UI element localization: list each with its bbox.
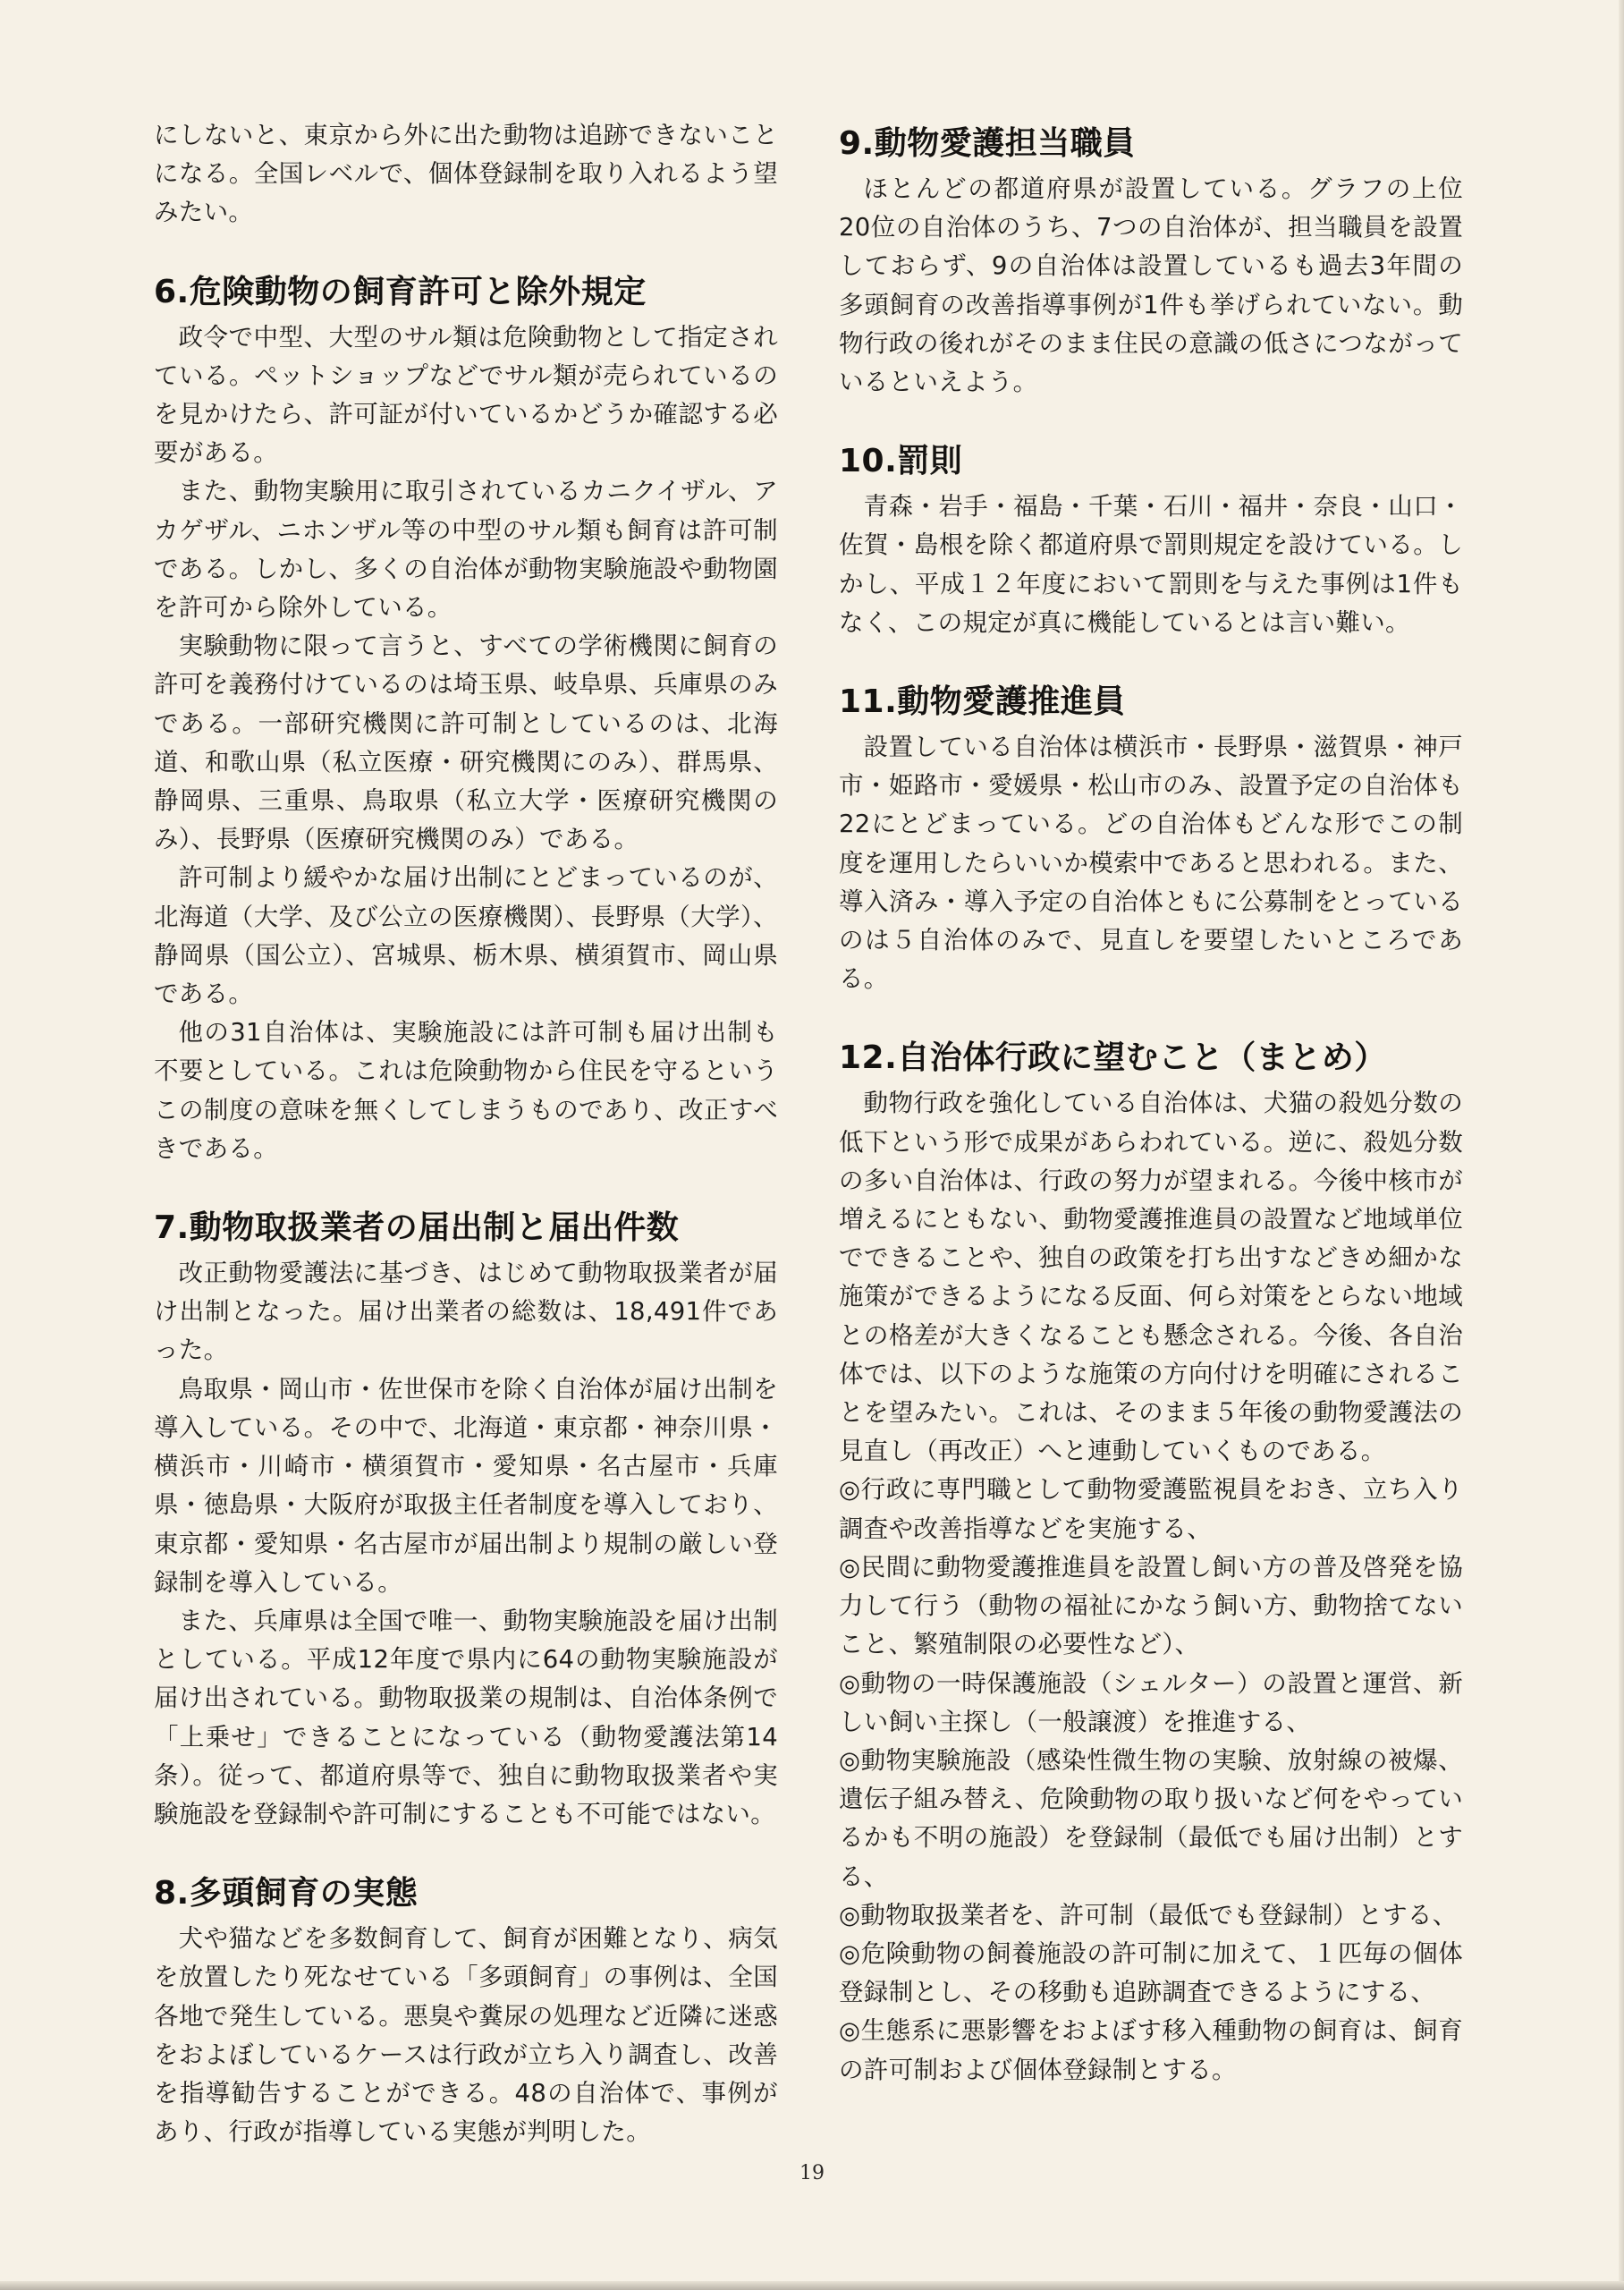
section-8-paragraph: 犬や猫などを多数飼育して、飼育が困難となり、病気を放置したり死なせている「多頭飼育」の事例は、全国各地で発生している。悪臭や糞尿の処理など近隣に迷惑をおよぼしているケースは行政が立ち入り調査し、改善を指導勧告することができる。48の自治体で、事例があり、行政が指導している実態が判明した。 [154,1924,778,2147]
section-10-paragraph: 青森・岩手・福島・千葉・石川・福井・奈良・山口・佐賀・島根を除く都道府県で罰則規定を設けている。しかし、平成１２年度において罰則を与えた事例は1件もなく、この規定が真に機能しているとは言い難い。 [839,492,1463,637]
recommendation-item: ◎危険動物の飼養施設の許可制に加えて、１匹毎の個体登録制とし、その移動も追跡調査できるようにする、 [839,1938,1463,2007]
section-7-paragraph: 鳥取県・岡山市・佐世保市を除く自治体が届け出制を導入している。その中で、北海道・東京都・神奈川県・横浜市・川崎市・横須賀市・愛知県・名古屋市・兵庫県・徳島県・大阪府が取扱主任者制度を導入しており、東京都・愛知県・名古屋市が届出制より規制の厳しい登録制を導入している。 [154,1374,778,1597]
section-9-paragraph: ほとんどの都道府県が設置している。グラフの上位20位の自治体のうち、7つの自治体が、担当職員を設置しておらず、9の自治体は設置しているも過去3年間の多頭飼育の改善指導事例が1件も挙げられていない。動物行政の後れがそのまま住民の意識の低さにつながっているといえよう。 [839,174,1463,397]
section-6-paragraph: 許可制より緩やかな届け出制にとどまっているのが、北海道（大学、及び公立の医療機関）、長野県（大学）、静岡県（国公立）、宮城県、栃木県、横須賀市、岡山県である。 [154,863,778,1009]
section-9-title: 9.動物愛護担当職員 [839,125,1136,162]
section-12-title: 12.自治体行政に望むこと（まとめ） [839,1039,1387,1077]
right-column [839,122,1463,2090]
section-11 [839,680,1463,998]
recommendation-item: ◎動物取扱業者を、許可制（最低でも登録制）とする、 [839,1900,1458,1930]
page-number: 19 [799,2162,825,2184]
section-7-title: 7.動物取扱業者の届出制と届出件数 [154,1209,680,1247]
section-11-paragraph: 設置している自治体は横浜市・長野県・滋賀県・神戸市・姫路市・愛媛県・松山市のみ、設置予定の自治体も22にとどまっている。どの自治体もどんな形でこの制度を運用したらいいか模索中であると思われる。また、導入済み・導入予定の自治体ともに公募制をとっているのは５自治体のみで、見直しを要望したいところである。 [839,733,1463,994]
section-6-paragraph: 実験動物に限って言うと、すべての学術機関に飼育の許可を義務付けているのは埼玉県、岐阜県、兵庫県のみである。一部研究機関に許可制としているのは、北海道、和歌山県（私立医療・研究機関にのみ）、群馬県、静岡県、三重県、鳥取県（私立大学・医療研究機関のみ）、長野県（医療研究機関のみ）である。 [154,632,778,854]
section-6-paragraph: 他の31自治体は、実験施設には許可制も届け出制も不要としている。これは危険動物から住民を守るというこの制度の意味を無くしてしまうものであり、改正すべきである。 [154,1018,778,1163]
recommendation-item: ◎動物実験施設（感染性微生物の実験、放射線の被爆、遺伝子組み替え、危険動物の取り扱いなど何をやっているかも不明の施設）を登録制（最低でも届け出制）とする、 [839,1745,1463,1891]
recommendation-item: ◎民間に動物愛護推進員を設置し飼い方の普及啓発を協力して行う（動物の福祉にかなう飼い方、動物捨てないこと、繁殖制限の必要性など）、 [839,1552,1463,1659]
section-6-title: 6.危険動物の飼育許可と除外規定 [154,273,647,310]
section-12 [839,1036,1463,2089]
section-7-paragraph: 改正動物愛護法に基づき、はじめて動物取扱業者が届け出制となった。届け出業者の総数は、18,491件であった。 [154,1259,778,1365]
section-11-title: 11.動物愛護推進員 [839,683,1126,721]
intro-paragraph: にしないと、東京から外に出た動物は追跡できないことになる。全国レベルで、個体登録制を取り入れるよう望みたい。 [154,121,778,227]
left-column [154,116,778,2151]
section-12-paragraph: 動物行政を強化している自治体は、犬猫の殺処分数の低下という形で成果があらわれている。逆に、殺処分数の多い自治体は、行政の努力が望まれる。今後中核市が増えるにともない、動物愛護推進員の設置など地域単位でできることや、独自の政策を打ち出すなどきめ細かな施策ができるようになる反面、何ら対策をとらない地域との格差が大きくなることも懸念される。今後、各自治体では、以下のような施策の方向付けを明確にされることを望みたい。これは、そのまま５年後の動物愛護法の見直し（再改正）へと連動していくものである。 [839,1089,1463,1466]
section-10-title: 10.罰則 [839,443,963,480]
section-6 [154,270,778,1168]
recommendation-item: ◎生態系に悪影響をおよぼす移入種動物の飼育は、飼育の許可制および個体登録制とする。 [839,2016,1463,2084]
section-7 [154,1206,778,1834]
section-9 [839,122,1463,402]
recommendation-item: ◎行政に専門職として動物愛護監視員をおき、立ち入り調査や改善指導などを実施する、 [839,1475,1463,1543]
section-8 [154,1871,778,2151]
section-6-paragraph: 政令で中型、大型のサル類は危険動物として指定されている。ペットショップなどでサル類が売られているのを見かけたら、許可証が付いているかどうか確認する必要がある。 [154,322,778,468]
scan-bottom-edge [0,2281,1624,2290]
recommendation-item: ◎動物の一時保護施設（シェルター）の設置と運営、新しい飼い主探し（一般譲渡）を推進する、 [839,1668,1463,1736]
section-7-paragraph: また、兵庫県は全国で唯一、動物実験施設を届け出制としている。平成12年度で県内に64の動物実験施設が届け出されている。動物取扱業の規制は、自治体条例で「上乗せ」できることになっている（動物愛護法第14条）。従って、都道府県等で、独自に動物取扱業者や実験施設を登録制や許可制にすることも不可能ではない。 [154,1606,778,1828]
section-6-paragraph: また、動物実験用に取引されているカニクイザル、アカゲザル、ニホンザル等の中型のサル類も飼育は許可制である。しかし、多くの自治体が動物実験施設や動物園を許可から除外している。 [154,477,778,623]
scan-edge-shadow [1619,0,1624,2290]
section-8-title: 8.多頭飼育の実態 [154,1875,419,1913]
section-10 [839,439,1463,642]
